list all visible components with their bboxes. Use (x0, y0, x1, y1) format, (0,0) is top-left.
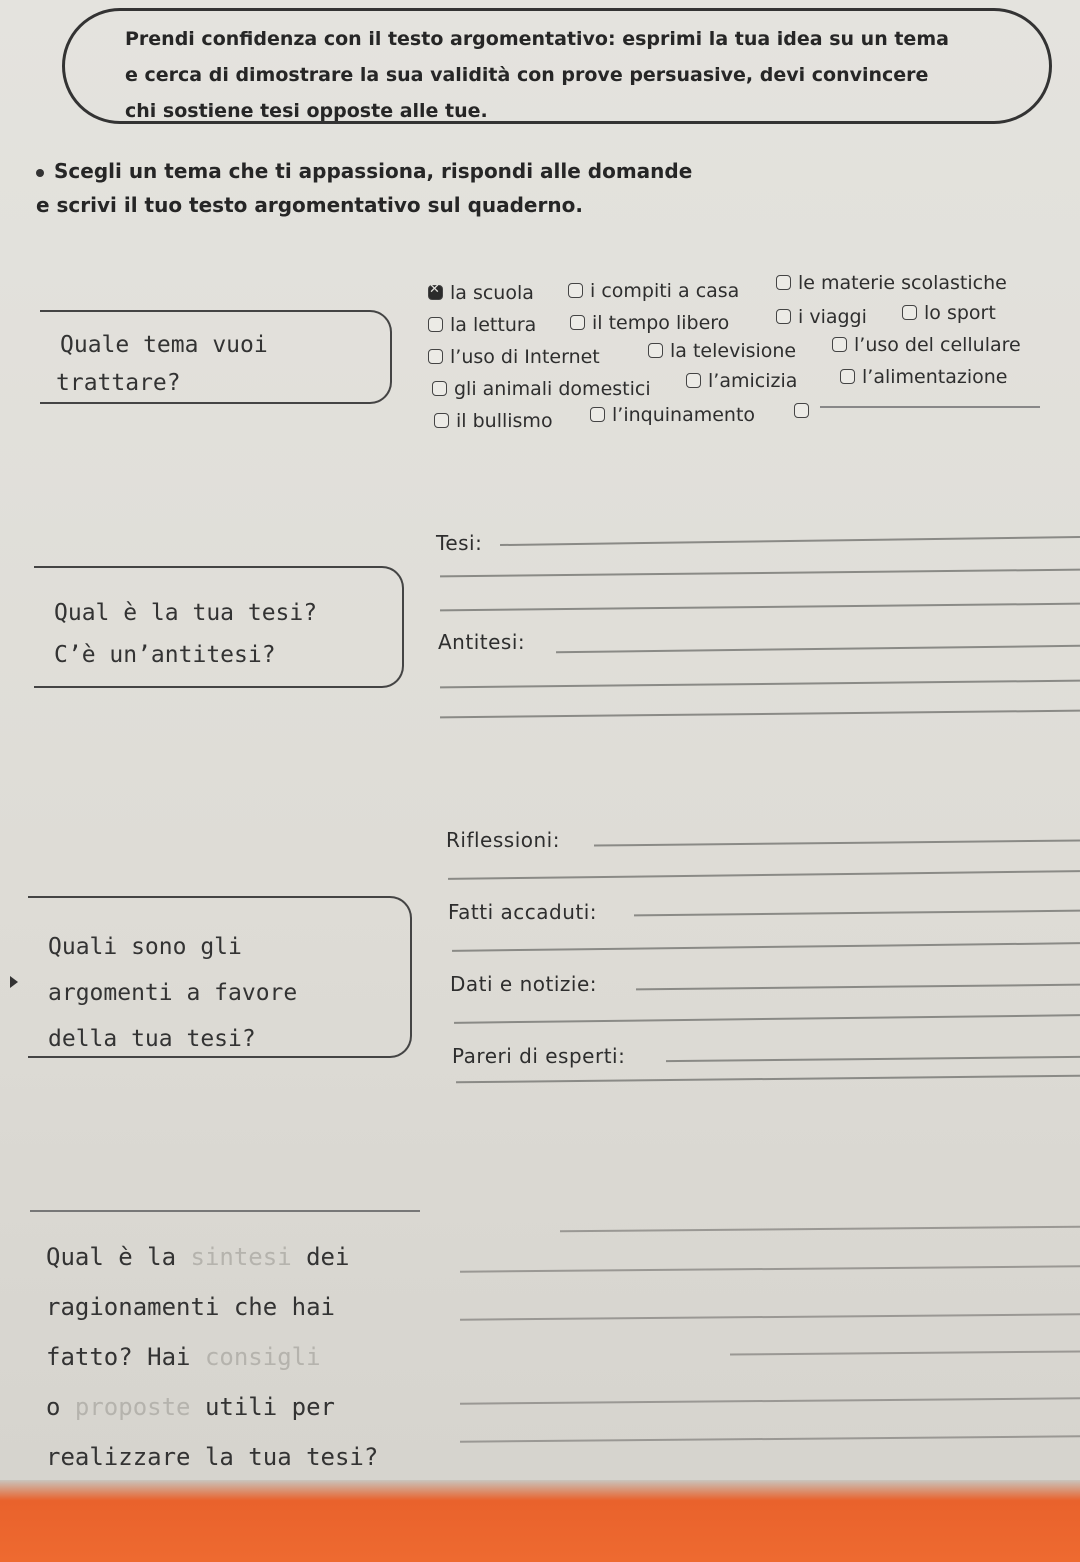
checkbox-icon[interactable] (902, 305, 917, 320)
checkbox-icon[interactable] (434, 413, 449, 428)
header-line-1: Prendi confidenza con il testo argomentativo: esprimi la tua idea su un tema (125, 28, 949, 50)
synthesis-line-1b: sintesi (190, 1243, 292, 1271)
question-thesis-box (34, 566, 404, 688)
question-arguments-box (28, 896, 412, 1058)
theme-option-2[interactable] (568, 280, 739, 302)
theme-option-label: il tempo libero (592, 312, 730, 334)
theme-option-label: gli animali domestici (454, 378, 651, 400)
checkbox-icon[interactable] (840, 369, 855, 384)
checkbox-icon[interactable] (590, 407, 605, 422)
theme-option-6[interactable] (776, 306, 867, 328)
instruction-line-1: Scegli un tema che ti appassiona, rispondi alle domande (54, 159, 693, 183)
theme-option-label: l’uso del cellulare (854, 334, 1021, 356)
theme-option-label: l’inquinamento (612, 404, 756, 426)
theme-option-1[interactable] (428, 282, 534, 304)
dati-label: Dati e notizie: (450, 972, 597, 996)
question-thesis-line-2: C’è un’antitesi? (54, 642, 276, 668)
theme-option-10[interactable] (832, 334, 1021, 356)
header-banner (62, 8, 1052, 124)
theme-option-16[interactable] (794, 400, 816, 422)
checkbox-icon[interactable] (776, 309, 791, 324)
theme-option-label: la scuola (450, 282, 534, 304)
theme-other-write-line[interactable] (820, 406, 1040, 408)
question-theme-line-2: trattare? (56, 370, 181, 396)
checkbox-icon[interactable] (832, 337, 847, 352)
riflessioni-label: Riflessioni: (446, 828, 560, 852)
checkbox-checked-icon[interactable] (428, 285, 443, 300)
bullet-icon (36, 169, 44, 177)
checkbox-icon[interactable] (568, 283, 583, 298)
theme-option-9[interactable] (648, 340, 796, 362)
instruction (36, 154, 736, 222)
theme-option-4[interactable] (428, 314, 536, 336)
question-arguments-line-2: argomenti a favore (48, 980, 298, 1006)
theme-option-11[interactable] (432, 378, 651, 400)
theme-option-5[interactable] (570, 312, 729, 334)
theme-option-3[interactable] (776, 272, 1007, 294)
synthesis-line-3a: fatto? Hai (46, 1343, 191, 1371)
theme-option-7[interactable] (902, 302, 996, 324)
theme-option-12[interactable] (686, 370, 797, 392)
orange-page-edge (0, 1480, 1080, 1562)
synthesis-line-1a: Qual è la (46, 1243, 177, 1271)
theme-option-13[interactable] (840, 366, 1007, 388)
question-arguments-line-3: della tua tesi? (48, 1026, 256, 1052)
tesi-label: Tesi: (436, 531, 483, 555)
header-line-3: chi sostiene tesi opposte alle tue. (125, 100, 488, 122)
checkbox-icon[interactable] (686, 373, 701, 388)
theme-option-label: lo sport (924, 302, 996, 324)
checkbox-icon[interactable] (428, 349, 443, 364)
checkbox-icon[interactable] (570, 315, 585, 330)
synthesis-line-1c: dei (306, 1243, 350, 1271)
synthesis-line-4b: proposte (74, 1393, 191, 1421)
checkbox-icon[interactable] (648, 343, 663, 358)
question-theme-box (40, 310, 392, 404)
theme-option-label: le materie scolastiche (798, 272, 1007, 294)
theme-option-label: i viaggi (798, 306, 867, 328)
synthesis-line-4a: o (46, 1393, 61, 1421)
header-line-2: e cerca di dimostrare la sua validità con prove persuasive, devi convincere (125, 64, 929, 86)
question-theme-line-1: Quale tema vuoi (60, 332, 268, 358)
theme-option-label: la lettura (450, 314, 537, 336)
theme-option-label: i compiti a casa (590, 280, 740, 302)
pareri-label: Pareri di esperti: (452, 1044, 626, 1068)
synthesis-line-4c: utili per (204, 1393, 335, 1421)
theme-option-label: l’alimentazione (862, 366, 1008, 388)
synthesis-line-5: realizzare la tua tesi? (46, 1443, 379, 1471)
question-thesis-line-1: Qual è la tua tesi? (54, 600, 318, 626)
checkbox-icon[interactable] (776, 275, 791, 290)
theme-option-14[interactable] (434, 410, 553, 432)
theme-option-label: l’amicizia (708, 370, 798, 392)
theme-option-label: il bullismo (456, 410, 553, 432)
fatti-label: Fatti accaduti: (448, 900, 598, 924)
theme-option-label: l’uso di Internet (450, 346, 600, 368)
synthesis-line-2: ragionamenti che hai (46, 1293, 335, 1321)
antitesi-label: Antitesi: (438, 630, 526, 654)
theme-option-15[interactable] (590, 404, 755, 426)
checkbox-icon[interactable] (794, 403, 809, 418)
arrow-marker-icon (10, 976, 18, 988)
checkbox-icon[interactable] (428, 317, 443, 332)
question-synthesis-box (30, 1210, 420, 1480)
instruction-line-2: e scrivi il tuo testo argomentativo sul quaderno. (36, 193, 583, 217)
synthesis-line-3b: consigli (204, 1343, 321, 1371)
theme-option-8[interactable] (428, 346, 600, 368)
question-arguments-line-1: Quali sono gli (48, 934, 242, 960)
checkbox-icon[interactable] (432, 381, 447, 396)
theme-option-label: la televisione (670, 340, 797, 362)
